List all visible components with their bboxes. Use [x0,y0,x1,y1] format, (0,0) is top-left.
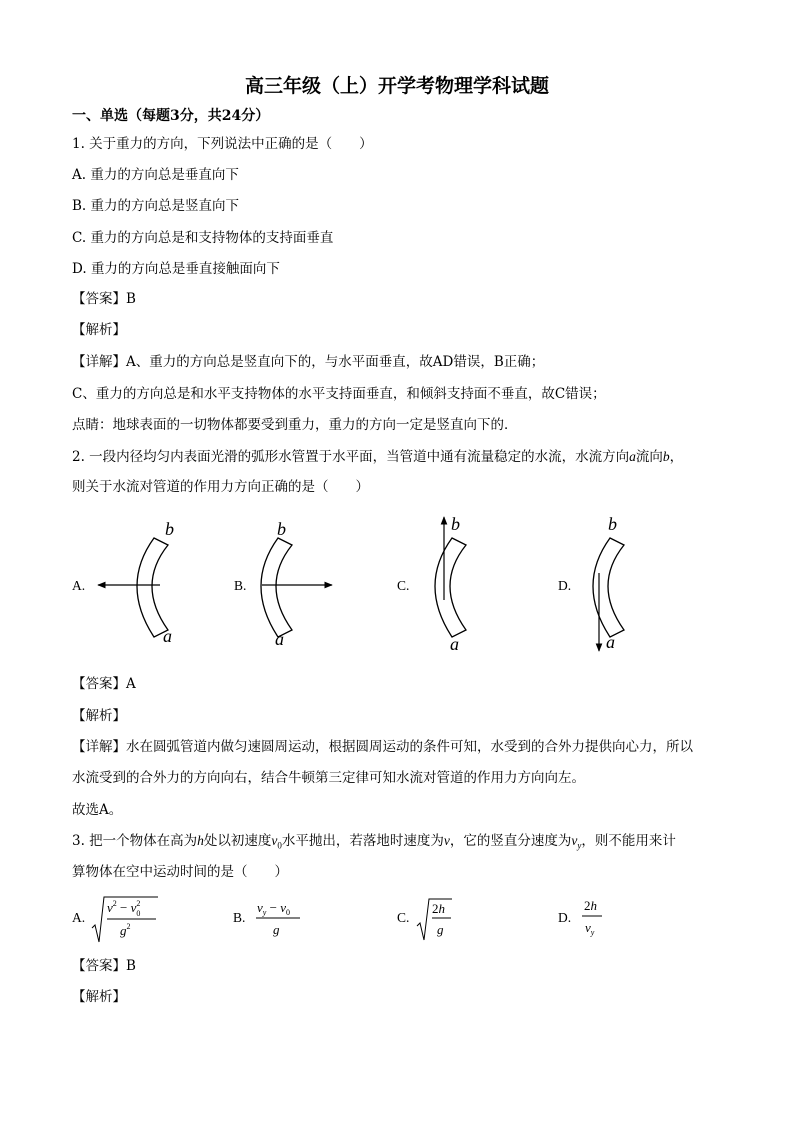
q3-option-d-label: D. [558,910,572,925]
q3-answer: 【答案】B [72,958,136,974]
q2-detail-1: 【详解】水在圆弧管道内做匀速圆周运动，根据圆周运动的条件可知，水受到的合外力提供向心力，所以 [72,739,693,755]
q2-label-b-bottom: a [275,629,284,649]
q2-stem-line-1: 2. 一段内径均匀内表面光滑的弧形水管置于水平面，当管道中通有流量稳定的水流，水流方向a流向b， [72,449,684,465]
q1-detail-1: 【详解】A、重力的方向总是竖直向下的，与水平面垂直，故AD错误，B正确； [72,354,545,370]
q1-option-b: B. 重力的方向总是竖直向下 [72,198,240,214]
q2-label-c-bottom: a [450,634,459,654]
q3-option-a-label: A. [72,910,86,925]
q1-option-d: D. 重力的方向总是垂直接触面向下 [72,261,280,277]
q2-label-a-bottom: a [163,626,172,646]
q1-answer: 【答案】B [72,291,136,307]
q2-pipe-c [435,538,466,637]
q3-formula-a-denominator: $g^2$ [120,922,131,938]
q3-formula-d-denominator: $v_y$ [585,920,595,937]
q1-option-a: A. 重力的方向总是垂直向下 [72,167,239,183]
q2-label-b-top: b [277,519,286,539]
q3-formula-a-numerator: $v^2 - v^2$ 0 [107,899,141,918]
q2-figures [0,505,794,705]
q3-formulas [0,890,794,950]
q2-label-a-top: b [165,519,174,539]
q3-formula-c-numerator: 2h [432,901,445,916]
q1-detail-2: C、重力的方向总是和水平支持物体的水平支持面垂直，和倾斜支持面不垂直，故C错误； [72,386,606,402]
q2-label-d-bottom: a [606,632,615,652]
q3-formula-b-denominator: g [273,922,280,937]
q2-analysis-label: 【解析】 [72,708,126,724]
q3-formula-b-numerator: $v_y - v_0$ [257,900,290,917]
q1-option-c: C. 重力的方向总是和支持物体的支持面垂直 [72,230,334,246]
q2-option-b-label: B. [234,578,247,593]
q2-option-a-label: A. [72,578,86,593]
q3-analysis-label: 【解析】 [72,989,126,1005]
q1-analysis-label: 【解析】 [72,322,126,338]
q1-stem: 1. 关于重力的方向，下列说法中正确的是（ ） [72,136,373,152]
q3-option-c-label: C. [397,910,410,925]
q2-option-c-label: C. [397,578,410,593]
q2-answer: 【答案】A [72,676,136,692]
q3-formula-d-numerator: 2h [584,898,597,913]
q3-stem-line-1: 3. 把一个物体在高为h处以初速度$v_0$水平抛出，若落地时速度为v，它的竖直分速度为$v_y$，则不能用来计 [72,833,676,851]
q2-stem-line-2: 则关于水流对管道的作用力方向正确的是（ ） [72,479,369,495]
q2-detail-2: 水流受到的合外力的方向向右，结合牛顿第三定律可知水流对管道的作用力方向向左。 [72,770,585,786]
page-title: 高三年级（上）开学考物理学科试题 [244,75,549,97]
q2-label-d-top: b [608,514,617,534]
q2-conclusion: 故选A。 [72,802,123,818]
q2-option-d-label: D. [558,578,572,593]
q3-formula-c-denominator: g [437,922,444,937]
q2-pipe-b [261,538,292,637]
q3-stem-line-2: 算物体在空中运动时间的是（ ） [72,864,288,880]
q2-pipe-d [593,538,624,637]
q3-option-b-label: B. [233,910,246,925]
section-heading: 一、单选（每题3分，共24分） [72,108,270,124]
q1-note: 点睛：地球表面的一切物体都要受到重力，重力的方向一定是竖直向下的． [72,417,518,433]
q2-label-c-top: b [451,514,460,534]
q2-pipe-a [137,538,168,637]
